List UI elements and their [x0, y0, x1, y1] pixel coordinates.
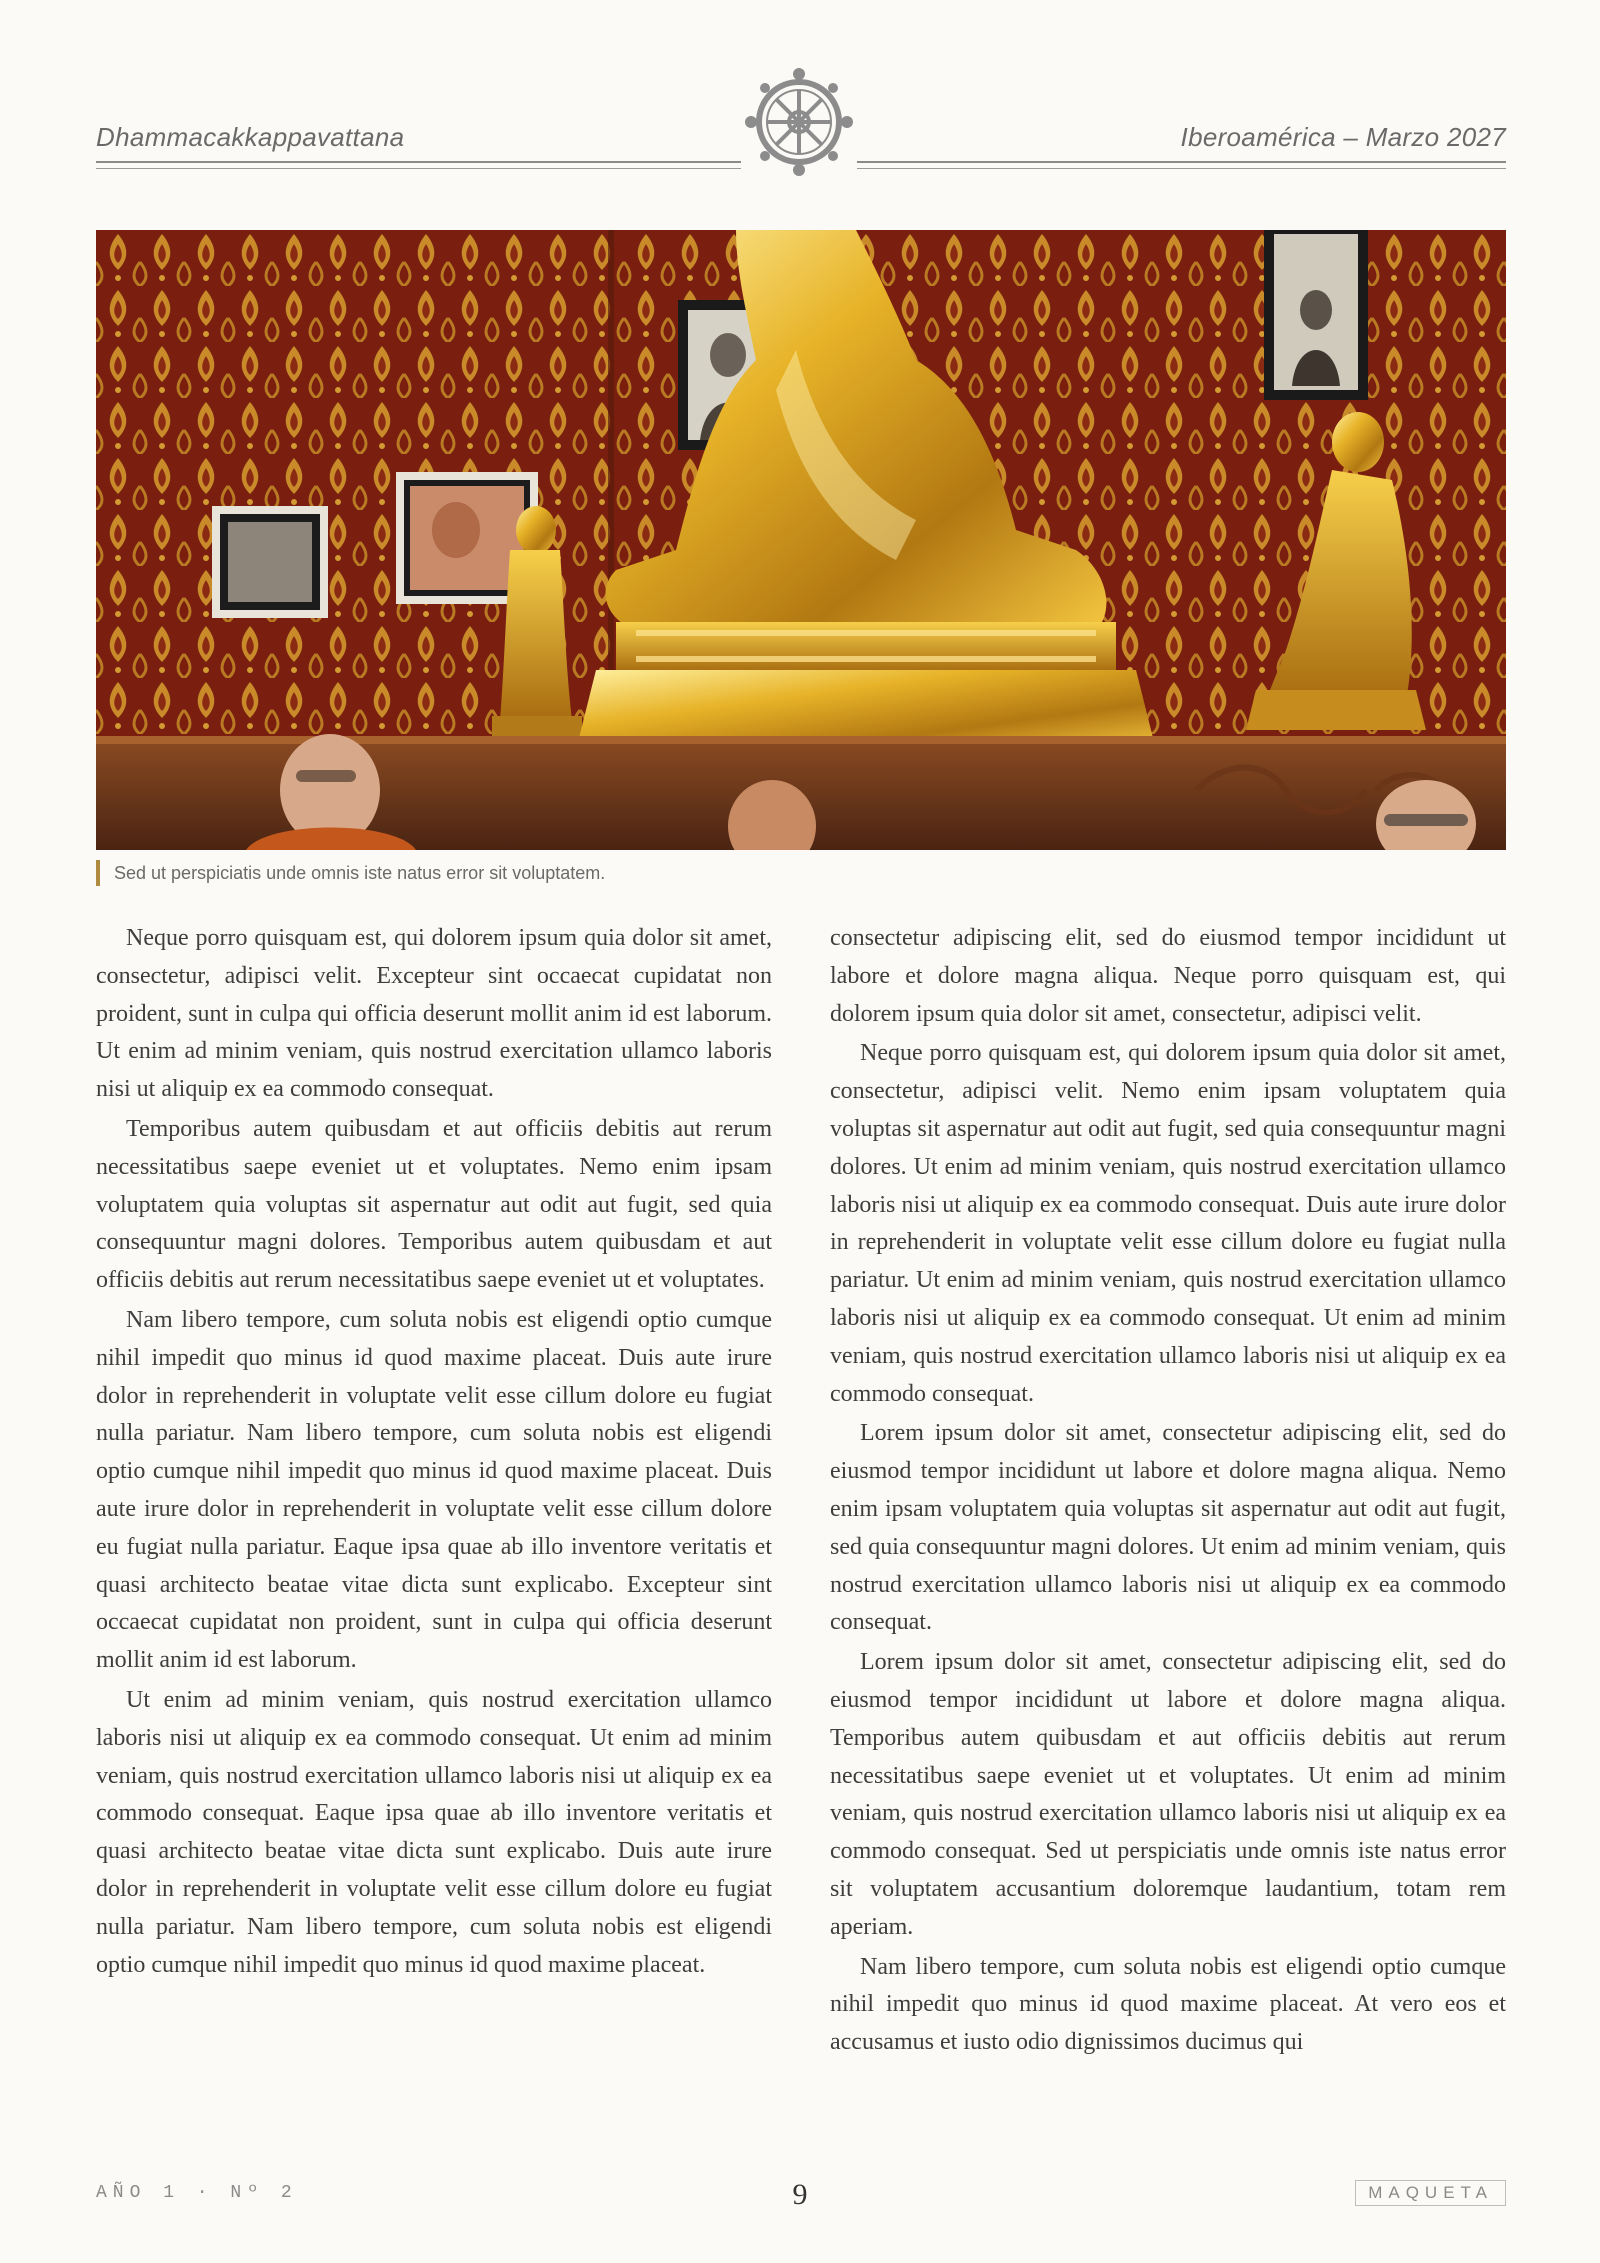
running-header — [96, 60, 1506, 180]
draft-badge: MAQUETA — [1355, 2180, 1506, 2206]
dharma-wheel-icon — [741, 64, 857, 180]
paragraph: Temporibus autem quibusdam et aut officiis debitis aut rerum necessitatibus saepe eveniet ut et voluptates. Nemo enim ipsam voluptatem quia voluptas sit aspernatur aut odit aut fugit, sed quia consequuntur magni dolores. Temporibus autem quibusdam et aut officiis debitis aut rerum necessitatibus saepe eveniet ut et voluptates. — [96, 1115, 772, 1294]
paragraph: Nam libero tempore, cum soluta nobis est eligendi optio cumque nihil impedit quo minus id quod maxime placeat. At vero eos et accusamus et iusto odio dignissimos ducimus qui — [830, 1953, 1506, 2056]
paragraph-continued: consectetur adipiscing elit, sed do eiusmod tempor incididunt ut labore et dolore magna aliqua. Neque porro quisquam est, qui dolorem ipsum quia dolor sit amet, consectetur, adipisci velit. — [830, 925, 1506, 1027]
header-publication-title: Dhammacakkappavattana — [96, 122, 405, 152]
header-edition-date: Iberoamérica – Marzo 2027 — [1180, 122, 1506, 152]
paragraph: Neque porro quisquam est, qui dolorem ipsum quia dolor sit amet, consectetur, adipisci velit. Excepteur sint occaecat cupidatat non proident, sunt in culpa qui officia deserunt mollit anim id est laborum. Ut enim ad minim veniam, quis nostrud exercitation ullamco laboris nisi ut aliquip ex ea commodo consequat. — [96, 925, 772, 1103]
paragraph: Ut enim ad minim veniam, quis nostrud exercitation ullamco laboris nisi ut aliquip ex ea commodo consequat. Ut enim ad minim veniam, quis nostrud exercitation ullamco laboris nisi ut aliquip ex ea commodo consequat. Eaque ipsa quae ab illo inventore veritatis et quasi architecto beatae vitae dicta sunt explicabo. Duis aute irure dolor in reprehenderit in voluptate velit esse cillum dolore eu fugiat nulla pariatur. Nam libero tempore, cum soluta nobis est eligendi optio cumque nihil impedit quo minus id quod maxime placeat. — [96, 1686, 772, 1978]
right-column — [830, 920, 1506, 2064]
paragraph: Lorem ipsum dolor sit amet, consectetur adipiscing elit, sed do eiusmod tempor incididunt ut labore et dolore magna aliqua. Nemo enim ipsam voluptatem quia voluptas sit aspernatur aut odit aut fugit, sed quia consequuntur magni dolores. Ut enim ad minim veniam, quis nostrud exercitation ullamco laboris nisi ut aliquip ex ea commodo consequat. — [830, 1420, 1506, 1636]
paragraph: Nam libero tempore, cum soluta nobis est eligendi optio cumque nihil impedit quo minus id quod maxime placeat. Duis aute irure dolor in reprehenderit in voluptate velit esse cillum dolore eu fugiat nulla pariatur. Nam libero tempore, cum soluta nobis est eligendi optio cumque nihil impedit quo minus id quod maxime placeat. Duis aute irure dolor in reprehenderit in voluptate velit esse cillum dolore eu fugiat nulla pariatur. Eaque ipsa quae ab illo inventore veritatis et quasi architecto beatae vitae dicta sunt explicabo. Excepteur sint occaecat cupidatat non proident, sunt in culpa qui officia deserunt mollit anim id est laborum. — [96, 1306, 772, 1674]
page-number: 9 — [792, 2178, 808, 2211]
photo-caption: Sed ut perspiciatis unde omnis iste natus error sit voluptatem. — [96, 860, 605, 886]
article-body — [96, 920, 1506, 2130]
left-column — [96, 920, 772, 1986]
paragraph: Lorem ipsum dolor sit amet, consectetur adipiscing elit, sed do eiusmod tempor incididunt ut labore et dolore magna aliqua. Temporibus autem quibusdam et aut officiis debitis aut rerum necessitatibus saepe eveniet ut et voluptates. Ut enim ad minim veniam, quis nostrud exercitation ullamco laboris nisi ut aliquip ex ea commodo consequat. Sed ut perspiciatis unde omnis iste natus error sit voluptatem accusantium doloremque laudantium, totam rem aperiam. — [830, 1649, 1506, 1940]
issue-label: AÑO 1 · Nº 2 — [96, 2183, 298, 2203]
temple-buddha-photo — [96, 230, 1506, 850]
paragraph: Neque porro quisquam est, qui dolorem ipsum quia dolor sit amet, consectetur, adipisci velit. Nemo enim ipsam voluptatem quia voluptas sit aspernatur aut odit aut fugit, sed quia consequuntur magni dolores. Ut enim ad minim veniam, quis nostrud exercitation ullamco laboris nisi ut aliquip ex ea commodo consequat. Duis aute irure dolor in reprehenderit in voluptate velit esse cillum dolore eu fugiat nulla pariatur. Ut enim ad minim veniam, quis nostrud exercitation ullamco laboris nisi ut aliquip ex ea commodo consequat. Ut enim ad minim veniam, quis nostrud exercitation ullamco laboris nisi ut aliquip ex ea commodo consequat. — [830, 1040, 1506, 1407]
